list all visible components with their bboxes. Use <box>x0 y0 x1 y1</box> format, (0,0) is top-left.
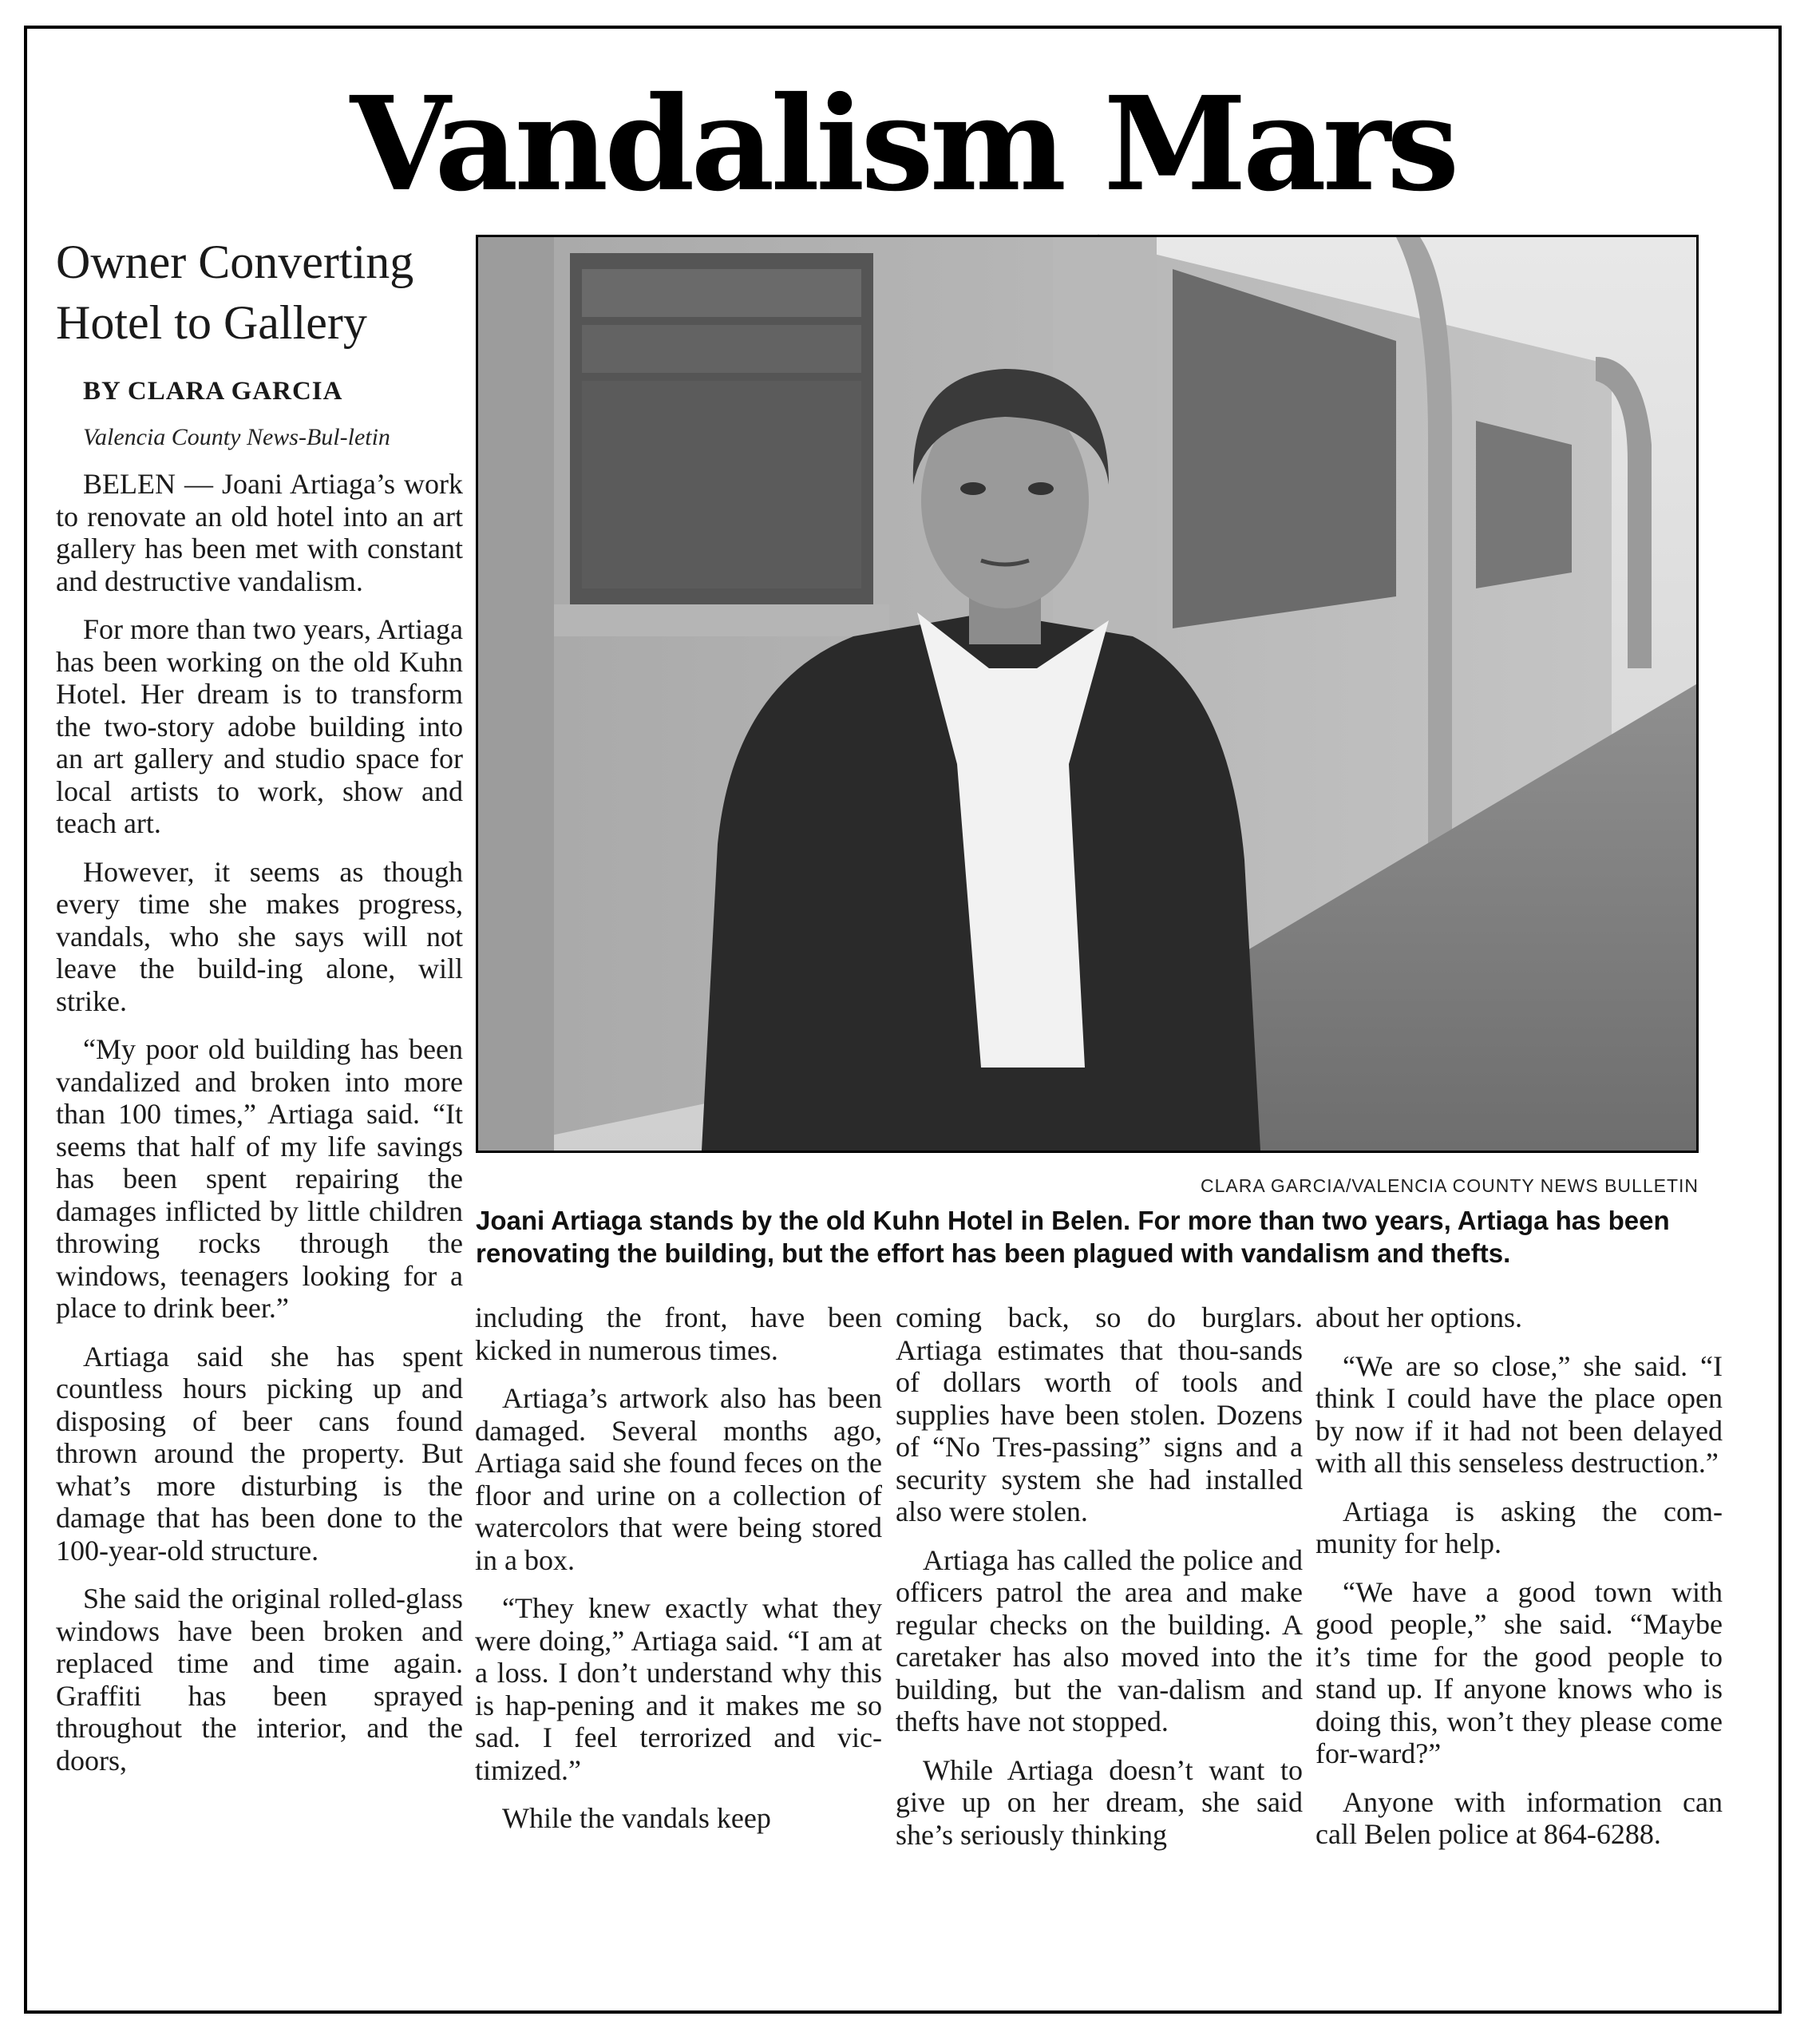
paragraph: including the front, have been kicked in numerous times. <box>475 1301 882 1366</box>
photo-credit: CLARA GARCIA/VALENCIA COUNTY NEWS BULLETIN <box>1201 1175 1699 1196</box>
article-photo <box>476 235 1699 1153</box>
paragraph: Artiaga said she has spent countless hours picking up and disposing of beer cans found thrown around the property. But what’s more disturbing is the damage that has been done to the 100-year-old structure. <box>56 1340 463 1567</box>
paragraph: about her options. <box>1315 1301 1522 1333</box>
paragraph: “We are so close,” she said. “I think I could have the place open by now if it had not been delayed with all this senseless destruction.” <box>1315 1349 1723 1479</box>
paragraph: Anyone with information can call Belen police at 864-6288. <box>1315 1785 1723 1850</box>
photo-caption: Joani Artiaga stands by the old Kuhn Hotel in Belen. For more than two years, Artiaga has been renovating the building, but the effort has been plagued with vandalism and thefts. <box>476 1206 1670 1268</box>
paragraph: “We have a good town with good people,” she said. “Maybe it’s time for the good people to stand up. If anyone knows who is doing this, won’t they please come for-ward?” <box>1315 1575 1723 1769</box>
paragraph: While the vandals keep <box>502 1802 771 1834</box>
byline-affiliation: Valencia County News-Bul-letin <box>83 424 390 450</box>
paragraph: Artiaga’s artwork also has been damaged. Several months ago, Artiaga said she found feces on the floor and urine on a collection of watercolors that were being stored in a box. <box>475 1382 882 1576</box>
paragraph: However, it seems as though every time she makes progress, vandals, who she says will not leave the build-ing alone, will strike. <box>56 855 463 1017</box>
subheadline-line-2: Hotel to Gallery <box>56 296 367 349</box>
paragraph: “They knew exactly what they were doing,” Artiaga said. “I am at a loss. I don’t understand why this is hap-pening and it makes me so sad. I feel terrorized and vic-timized.” <box>475 1592 882 1786</box>
paragraph: Artiaga has called the police and officers patrol the area and make regular checks on the building. A caretaker has also moved into the building, but the van-dalism and thefts have not stopped. <box>896 1543 1303 1737</box>
paragraph: She said the original rolled-glass windows have been broken and replaced time and time again. Graffiti has been sprayed throughout the interior, and the doors, <box>56 1583 463 1777</box>
paragraph: coming back, so do burglars. Artiaga estimates that thou-sands of dollars worth of tools and supplies have been stolen. Dozens of “No Tres-passing” signs and a security system she had installed also were stolen. <box>896 1301 1303 1527</box>
subheadline <box>56 232 463 353</box>
article-column-1 <box>56 232 463 1792</box>
headline: Vandalism Mars <box>350 69 1456 220</box>
paragraph: BELEN — Joani Artiaga’s work to renovate an old hotel into an art gallery has been met with constant and destructive vandalism. <box>56 468 463 597</box>
photo-woman-by-hotel <box>478 237 1696 1151</box>
subheadline-line-1: Owner Converting <box>56 236 414 288</box>
paragraph: Artiaga is asking the com-munity for help. <box>1315 1495 1723 1559</box>
paragraph: “My poor old building has been vandalized and broken into more than 100 times,” Artiaga said. “It seems that half of my life savings has been spent repairing the damages inflicted by little children throwing rocks through the windows, teenagers looking for a place to drink beer.” <box>56 1033 463 1324</box>
article-column-4 <box>1315 1301 1723 1867</box>
article-column-2 <box>475 1301 882 1851</box>
paragraph: While Artiaga doesn’t want to give up on her dream, she said she’s seriously thinking <box>896 1753 1303 1851</box>
paragraph: For more than two years, Artiaga has been working on the old Kuhn Hotel. Her dream is to transform the two-story adobe building into an art gallery and studio space for local artists to work, show and teach art. <box>56 613 463 839</box>
article-column-3 <box>896 1301 1303 1867</box>
byline: BY CLARA GARCIA <box>83 377 343 406</box>
